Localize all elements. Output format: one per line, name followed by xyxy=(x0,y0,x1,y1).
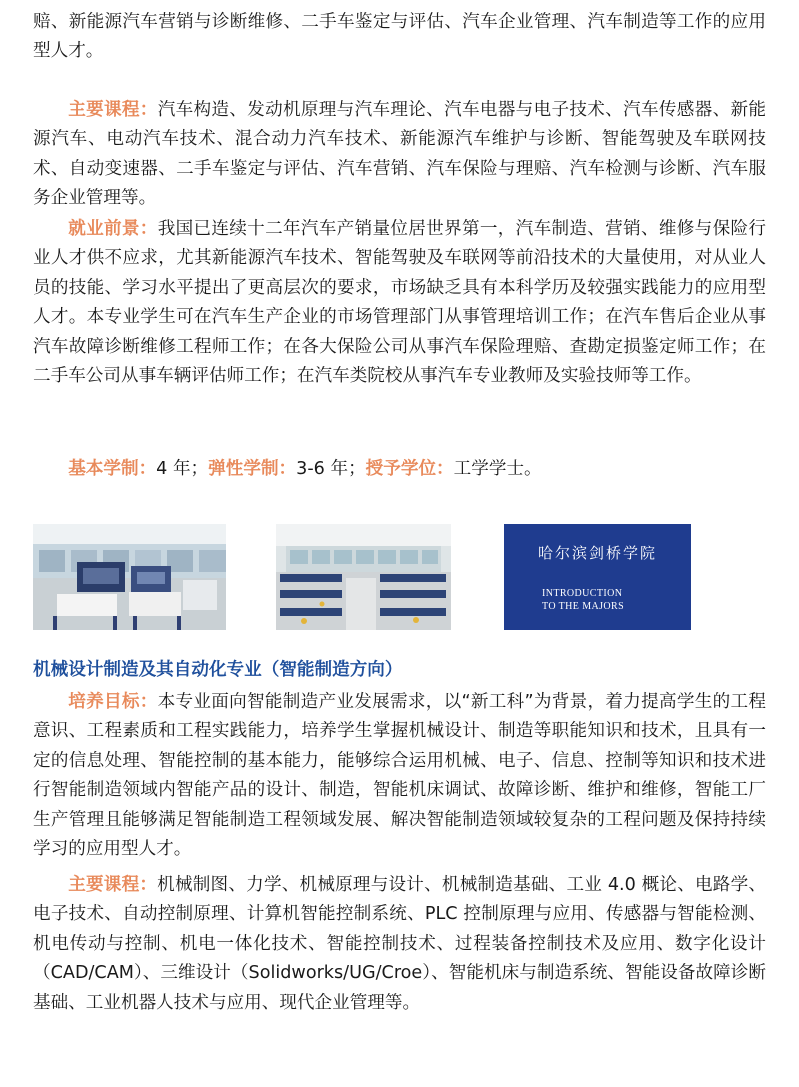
brand-subtitle: INTRODUCTION TO THE MAJORS xyxy=(542,588,625,612)
employment-label: 就业前景： xyxy=(68,219,158,239)
auto-courses-paragraph xyxy=(33,96,766,214)
college-brand-panel xyxy=(504,524,691,630)
duration-label: 基本学制： xyxy=(68,459,157,479)
degree-value: 工学学士。 xyxy=(453,459,542,479)
duration-value: 4 年； xyxy=(156,459,209,479)
auto-employment-paragraph xyxy=(33,215,766,391)
courses-text: 汽车构造、发动机原理与汽车理论、汽车电器与电子技术、汽车传感器、新能源汽车、电动汽车技术、混合动力汽车技术、新能源汽车维护与诊断、智能驾驶及车联网技术、自动变速器、二手车鉴定与评估、汽车营销、汽车保险与理赔、汽车检测与诊断、汽车服务企业管理等。 xyxy=(33,100,766,209)
goal-label: 培养目标： xyxy=(68,692,158,712)
flex-duration-label: 弹性学制： xyxy=(208,459,297,479)
goal-text: 本专业面向智能制造产业发展需求，以“新工科”为背景，着力提高学生的工程意识、工程素质和工程实践能力，培养学生掌握机械设计、制造等职能知识和技术，且具有一定的信息处理、智能控制的基本能力，能够综合运用机械、电子、信息、控制等知识和技术进行智能制造领域内智能产品的设计、制造，智能机床调试、故障诊断、维护和维修，智能工厂生产管理且能够满足智能制造工程领域发展、解决智能制造领域较复杂的工程问题及保持持续学习的应用型人才。 xyxy=(33,692,766,860)
auto-duration-line xyxy=(33,455,766,484)
employment-text: 我国已连续十二年汽车产销量位居世界第一，汽车制造、营销、维修与保险行业人才供不应求，尤其新能源汽车技术、智能驾驶及车联网等前沿技术的大量使用，对从业人员的技能、学习水平提出了更高层次的要求，市场缺乏具有本科学历及较强实践能力的应用型人才。本专业学生可在汽车生产企业的市场管理部门从事管理培训工作；在汽车售后企业从事汽车故障诊断维修工程师工作；在各大保险公司从事汽车保险理赔、查勘定损鉴定师工作；在二手车公司从事车辆评估师工作；在汽车类院校从事汽车专业教师及实验技师等工作。 xyxy=(33,219,766,387)
major-heading: 机械设计制造及其自动化专业（智能制造方向） xyxy=(33,660,403,680)
flex-duration-value: 3-6 年； xyxy=(296,459,366,479)
college-name: 哈尔滨剑桥学院 xyxy=(537,544,657,562)
lab-photo-1 xyxy=(33,524,226,630)
mech-goal-paragraph xyxy=(33,688,766,864)
mech-courses-paragraph xyxy=(33,871,766,1018)
degree-label: 授予学位： xyxy=(365,459,454,479)
courses-label: 主要课程： xyxy=(68,100,158,120)
mech-courses-label: 主要课程： xyxy=(68,875,158,895)
lab-photo-2 xyxy=(276,524,451,630)
mech-courses-text: 机械制图、力学、机械原理与设计、机械制造基础、工业 4.0 概论、电路学、电子技术、自动控制原理、计算机智能控制系统、PLC 控制原理与应用、传感器与智能检测、机电传动与控制、机电一体化技术、智能控制技术、过程装备控制技术及应用、数字化设计（CAD/CAM）、三维设计（Solidworks/UG/Croe）、智能机床与制造系统、智能设备故障诊断基础、工业机器人技术与应用、现代企业管理等。 xyxy=(33,875,766,1013)
auto-intro-paragraph: 赔、新能源汽车营销与诊断维修、二手车鉴定与评估、汽车企业管理、汽车制造等工作的应用型人才。 xyxy=(33,12,766,62)
